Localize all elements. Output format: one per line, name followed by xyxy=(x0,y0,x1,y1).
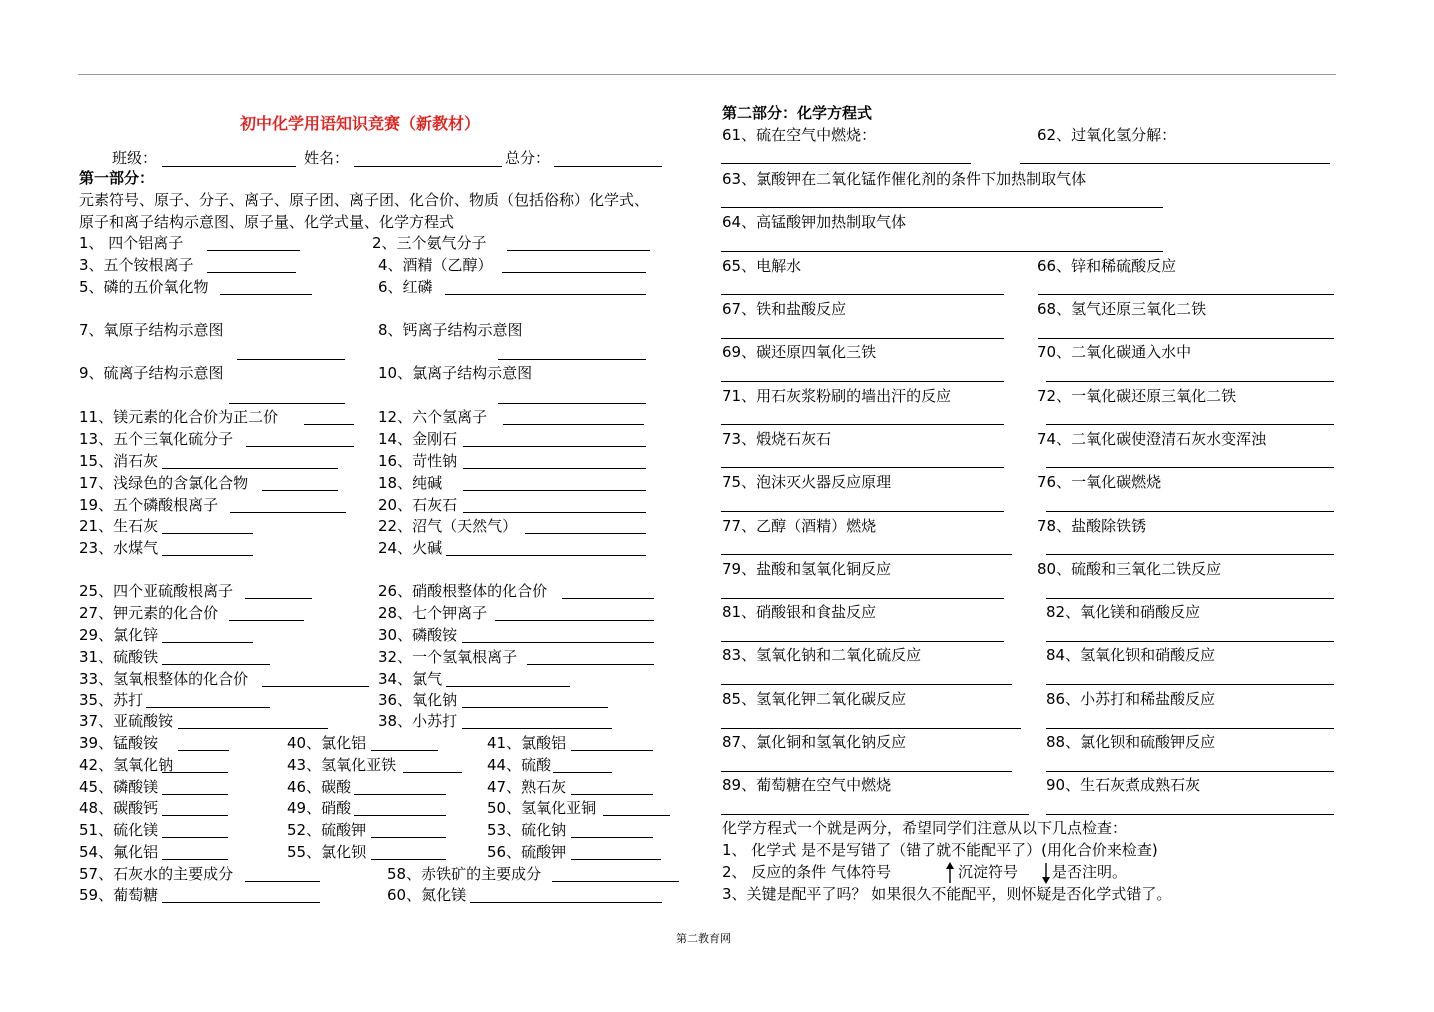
answer-blank[interactable] xyxy=(463,446,646,447)
question-label: 5、磷的五价氧化物 xyxy=(79,278,209,296)
question-label: 56、硫酸钾 xyxy=(487,843,567,861)
answer-blank[interactable] xyxy=(371,750,438,751)
answer-blank[interactable] xyxy=(229,403,345,404)
equation-answer-blank[interactable] xyxy=(721,424,1004,425)
equation-question-label: 64、高锰酸钾加热制取气体 xyxy=(722,213,907,231)
question-label: 50、氢氧化亚铜 xyxy=(487,799,597,817)
answer-blank[interactable] xyxy=(245,881,320,882)
equation-question-label: 72、一氧化碳还原三氧化二铁 xyxy=(1037,387,1237,405)
intro-line: 原子和离子结构示意图、原子量、化学式量、化学方程式 xyxy=(79,213,455,231)
question-label: 29、氯化锌 xyxy=(79,626,159,644)
answer-blank[interactable] xyxy=(446,555,646,556)
equation-answer-blank[interactable] xyxy=(721,641,1004,642)
equation-question-label: 85、氢氧化钾二氧化碳反应 xyxy=(722,690,907,708)
question-label: 33、氢氧根整体的化合价 xyxy=(79,670,249,688)
answer-blank[interactable] xyxy=(354,794,446,795)
equation-question-label: 75、泡沫灭火器反应原理 xyxy=(722,473,892,491)
answer-blank[interactable] xyxy=(237,359,345,360)
question-label: 37、亚硫酸铵 xyxy=(79,712,174,730)
equation-answer-blank[interactable] xyxy=(1046,511,1334,512)
equation-answer-blank[interactable] xyxy=(1046,814,1334,815)
equation-answer-blank[interactable] xyxy=(721,771,1012,772)
answer-blank[interactable] xyxy=(571,750,653,751)
question-label: 35、苏打 xyxy=(79,691,144,709)
question-label: 27、钾元素的化合价 xyxy=(79,604,219,622)
answer-blank[interactable] xyxy=(553,772,612,773)
answer-blank[interactable] xyxy=(462,728,612,729)
question-label: 17、浅绿色的含氯化合物 xyxy=(79,474,249,492)
question-label: 59、葡萄糖 xyxy=(79,886,159,904)
equation-question-label: 68、氢气还原三氧化二铁 xyxy=(1037,300,1207,318)
question-label: 16、苛性钠 xyxy=(378,452,458,470)
equation-question-label: 63、氯酸钾在二氧化锰作催化剂的条件下加热制取气体 xyxy=(722,170,1087,188)
answer-blank[interactable] xyxy=(571,794,653,795)
answer-blank[interactable] xyxy=(502,272,646,273)
answer-blank[interactable] xyxy=(304,424,354,425)
question-label: 8、钙离子结构示意图 xyxy=(378,321,523,339)
question-label: 42、氢氧化钠 xyxy=(79,756,174,774)
question-label: 12、六个氢离子 xyxy=(378,408,488,426)
question-label: 28、七个钾离子 xyxy=(378,604,488,622)
answer-blank[interactable] xyxy=(230,512,346,513)
answer-blank[interactable] xyxy=(162,772,228,773)
equation-answer-blank[interactable] xyxy=(721,338,1004,339)
question-label: 14、金刚石 xyxy=(378,430,458,448)
question-label: 39、锰酸铵 xyxy=(79,734,159,752)
question-label: 40、氯化铝 xyxy=(287,734,367,752)
question-label: 7、氧原子结构示意图 xyxy=(79,321,224,339)
equation-answer-blank[interactable] xyxy=(721,511,1004,512)
answer-blank[interactable] xyxy=(245,598,312,599)
answer-blank[interactable] xyxy=(463,490,646,491)
question-label: 6、红磷 xyxy=(378,278,433,296)
answer-blank[interactable] xyxy=(446,686,570,687)
equation-answer-blank[interactable] xyxy=(1046,684,1334,685)
equation-question-label: 65、电解水 xyxy=(722,257,802,275)
question-label: 4、酒精（乙醇） xyxy=(378,256,493,274)
note-line: 沉淀符号 xyxy=(958,863,1019,881)
answer-blank[interactable] xyxy=(246,446,354,447)
equation-answer-blank[interactable] xyxy=(721,294,1004,295)
section-one-title: 第一部分： xyxy=(79,169,155,187)
up-arrow-icon xyxy=(944,862,956,884)
equation-answer-blank[interactable] xyxy=(1046,598,1334,599)
top-rule xyxy=(78,74,1336,75)
question-label: 19、五个磷酸根离子 xyxy=(79,496,219,514)
answer-blank[interactable] xyxy=(562,598,654,599)
question-label: 1、 四个铝离子 xyxy=(79,234,184,252)
note-line: 3、关键是配平了吗？ 如果很久不能配平，则怀疑是否化学式错了。 xyxy=(722,885,1172,903)
class-field[interactable] xyxy=(162,166,296,167)
answer-blank[interactable] xyxy=(162,642,253,643)
equation-answer-blank[interactable] xyxy=(721,598,1004,599)
equation-question-label: 61、硫在空气中燃烧： xyxy=(722,126,877,144)
question-label: 21、生石灰 xyxy=(79,517,159,535)
question-label: 41、氯酸铝 xyxy=(487,734,567,752)
question-label: 58、赤铁矿的主要成分 xyxy=(387,865,542,883)
equation-question-label: 84、氢氧化钡和硝酸反应 xyxy=(1046,646,1216,664)
answer-blank[interactable] xyxy=(470,902,662,903)
equation-answer-blank[interactable] xyxy=(1038,338,1334,339)
name-label: 姓名： xyxy=(304,149,350,167)
equation-question-label: 76、一氧化碳燃烧 xyxy=(1037,473,1162,491)
equation-question-label: 67、铁和盐酸反应 xyxy=(722,300,847,318)
answer-blank[interactable] xyxy=(162,468,338,469)
question-label: 18、纯碱 xyxy=(378,474,443,492)
answer-blank[interactable] xyxy=(498,359,646,360)
equation-answer-blank[interactable] xyxy=(1046,771,1334,772)
answer-blank[interactable] xyxy=(229,620,304,621)
equation-answer-blank[interactable] xyxy=(1046,728,1334,729)
question-label: 44、硫酸 xyxy=(487,756,552,774)
equation-answer-blank[interactable] xyxy=(721,251,1163,252)
answer-blank[interactable] xyxy=(552,881,679,882)
answer-blank[interactable] xyxy=(162,533,253,534)
question-label: 15、消石灰 xyxy=(79,452,159,470)
equation-question-label: 90、生石灰煮成熟石灰 xyxy=(1046,776,1201,794)
equation-answer-blank[interactable] xyxy=(1046,641,1334,642)
equation-question-label: 88、氯化钡和硫酸钾反应 xyxy=(1046,733,1216,751)
answer-blank[interactable] xyxy=(207,250,300,251)
equation-answer-blank[interactable] xyxy=(1020,163,1330,164)
equation-answer-blank[interactable] xyxy=(721,163,971,164)
equation-question-label: 83、氢氧化钠和二氧化硫反应 xyxy=(722,646,922,664)
answer-blank[interactable] xyxy=(403,772,462,773)
question-label: 48、碳酸钙 xyxy=(79,799,159,817)
equation-answer-blank[interactable] xyxy=(721,207,1163,208)
equation-answer-blank[interactable] xyxy=(1046,467,1334,468)
question-label: 36、氧化钠 xyxy=(378,691,458,709)
equation-question-label: 82、氧化镁和硝酸反应 xyxy=(1046,603,1201,621)
answer-blank[interactable] xyxy=(262,490,338,491)
score-label: 总分： xyxy=(505,149,551,167)
question-label: 52、硫酸钾 xyxy=(287,821,367,839)
answer-blank[interactable] xyxy=(162,664,270,665)
answer-blank[interactable] xyxy=(162,815,228,816)
question-label: 54、氟化铝 xyxy=(79,843,159,861)
equation-question-label: 81、硝酸银和食盐反应 xyxy=(722,603,877,621)
equation-answer-blank[interactable] xyxy=(721,684,1012,685)
answer-blank[interactable] xyxy=(262,686,369,687)
question-label: 38、小苏打 xyxy=(378,712,458,730)
note-line: 1、 化学式 是不是写错了（错了就不能配平了）(用化合价来检查) xyxy=(722,841,1158,859)
answer-blank[interactable] xyxy=(146,707,270,708)
answer-blank[interactable] xyxy=(463,512,646,513)
note-line: 是否注明。 xyxy=(1052,863,1128,881)
question-label: 20、石灰石 xyxy=(378,496,458,514)
answer-blank[interactable] xyxy=(371,837,446,838)
answer-blank[interactable] xyxy=(463,468,646,469)
question-label: 9、硫离子结构示意图 xyxy=(79,364,224,382)
question-label: 23、水煤气 xyxy=(79,539,159,557)
answer-blank[interactable] xyxy=(162,859,228,860)
answer-blank[interactable] xyxy=(371,859,446,860)
equation-question-label: 77、乙醇（酒精）燃烧 xyxy=(722,517,877,535)
name-field[interactable] xyxy=(354,166,502,167)
question-label: 32、一个氢氧根离子 xyxy=(378,648,518,666)
footer-site-name: 第二教育网 xyxy=(676,932,731,945)
question-label: 10、氯离子结构示意图 xyxy=(378,364,533,382)
question-label: 34、氯气 xyxy=(378,670,443,688)
question-label: 11、镁元素的化合价为正二价 xyxy=(79,408,279,426)
equation-question-label: 62、过氧化氢分解： xyxy=(1037,126,1177,144)
question-label: 26、硝酸根整体的化合价 xyxy=(378,582,548,600)
equation-answer-blank[interactable] xyxy=(1046,424,1334,425)
question-label: 55、氯化钡 xyxy=(287,843,367,861)
equation-question-label: 80、硫酸和三氧化二铁反应 xyxy=(1037,560,1222,578)
question-label: 3、五个铵根离子 xyxy=(79,256,194,274)
class-label: 班级： xyxy=(112,149,158,167)
equation-question-label: 86、小苏打和稀盐酸反应 xyxy=(1046,690,1216,708)
score-field[interactable] xyxy=(554,166,662,167)
equation-answer-blank[interactable] xyxy=(721,467,1004,468)
answer-blank[interactable] xyxy=(162,794,228,795)
equation-question-label: 74、二氧化碳使澄清石灰水变浑浊 xyxy=(1037,430,1267,448)
equation-question-label: 73、煅烧石灰石 xyxy=(722,430,832,448)
answer-blank[interactable] xyxy=(498,403,646,404)
answer-blank[interactable] xyxy=(220,294,312,295)
equation-answer-blank[interactable] xyxy=(1046,381,1334,382)
question-label: 53、硫化钠 xyxy=(487,821,567,839)
equation-question-label: 70、二氧化碳通入水中 xyxy=(1037,343,1192,361)
question-label: 22、沼气（天然气） xyxy=(378,517,518,535)
question-label: 2、三个氨气分子 xyxy=(372,234,487,252)
answer-blank[interactable] xyxy=(354,815,446,816)
section-two-title: 第二部分：化学方程式 xyxy=(722,104,873,122)
question-label: 51、硫化镁 xyxy=(79,821,159,839)
answer-blank[interactable] xyxy=(162,555,253,556)
intro-line: 元素符号、原子、分子、离子、原子团、离子团、化合价、物质（包括俗称）化学式、 xyxy=(79,191,650,209)
equation-answer-blank[interactable] xyxy=(721,554,1012,555)
equation-question-label: 78、盐酸除铁锈 xyxy=(1037,517,1147,535)
notes-intro: 化学方程式一个就是两分，希望同学们注意从以下几点检查： xyxy=(722,819,1128,837)
equation-question-label: 66、锌和稀硫酸反应 xyxy=(1037,257,1177,275)
question-label: 13、五个三氧化硫分子 xyxy=(79,430,234,448)
answer-blank[interactable] xyxy=(162,837,228,838)
equation-question-label: 89、葡萄糖在空气中燃烧 xyxy=(722,776,892,794)
equation-answer-blank[interactable] xyxy=(721,381,1004,382)
question-label: 31、硫酸铁 xyxy=(79,648,159,666)
answer-blank[interactable] xyxy=(527,664,654,665)
answer-blank[interactable] xyxy=(603,815,670,816)
question-label: 46、碳酸 xyxy=(287,778,352,796)
page-title: 初中化学用语知识竞赛（新教材） xyxy=(240,114,481,133)
answer-blank[interactable] xyxy=(162,902,320,903)
question-label: 25、四个亚硫酸根离子 xyxy=(79,582,234,600)
answer-blank[interactable] xyxy=(571,837,653,838)
answer-blank[interactable] xyxy=(207,272,296,273)
note-line: 2、 反应的条件 气体符号 xyxy=(722,863,892,881)
down-arrow-icon xyxy=(1040,862,1052,884)
answer-blank[interactable] xyxy=(525,533,646,534)
question-label: 57、石灰水的主要成分 xyxy=(79,865,234,883)
question-label: 30、磷酸铵 xyxy=(378,626,458,644)
answer-blank[interactable] xyxy=(462,707,608,708)
equation-answer-blank[interactable] xyxy=(721,814,1029,815)
answer-blank[interactable] xyxy=(178,750,229,751)
equation-answer-blank[interactable] xyxy=(1038,294,1334,295)
answer-blank[interactable] xyxy=(462,642,654,643)
answer-blank[interactable] xyxy=(445,294,646,295)
question-label: 45、磷酸镁 xyxy=(79,778,159,796)
equation-question-label: 79、盐酸和氢氧化铜反应 xyxy=(722,560,892,578)
equation-answer-blank[interactable] xyxy=(721,728,1021,729)
equation-question-label: 69、碳还原四氧化三铁 xyxy=(722,343,877,361)
question-label: 49、硝酸 xyxy=(287,799,352,817)
question-label: 24、火碱 xyxy=(378,539,443,557)
equation-question-label: 87、氯化铜和氢氧化钠反应 xyxy=(722,733,907,751)
question-label: 47、熟石灰 xyxy=(487,778,567,796)
equation-answer-blank[interactable] xyxy=(1046,554,1334,555)
answer-blank[interactable] xyxy=(503,424,644,425)
answer-blank[interactable] xyxy=(507,250,650,251)
question-label: 43、氢氧化亚铁 xyxy=(287,756,397,774)
question-label: 60、氮化镁 xyxy=(387,886,467,904)
answer-blank[interactable] xyxy=(495,620,654,621)
answer-blank[interactable] xyxy=(571,859,661,860)
answer-blank[interactable] xyxy=(178,728,328,729)
equation-question-label: 71、用石灰浆粉刷的墙出汗的反应 xyxy=(722,387,952,405)
